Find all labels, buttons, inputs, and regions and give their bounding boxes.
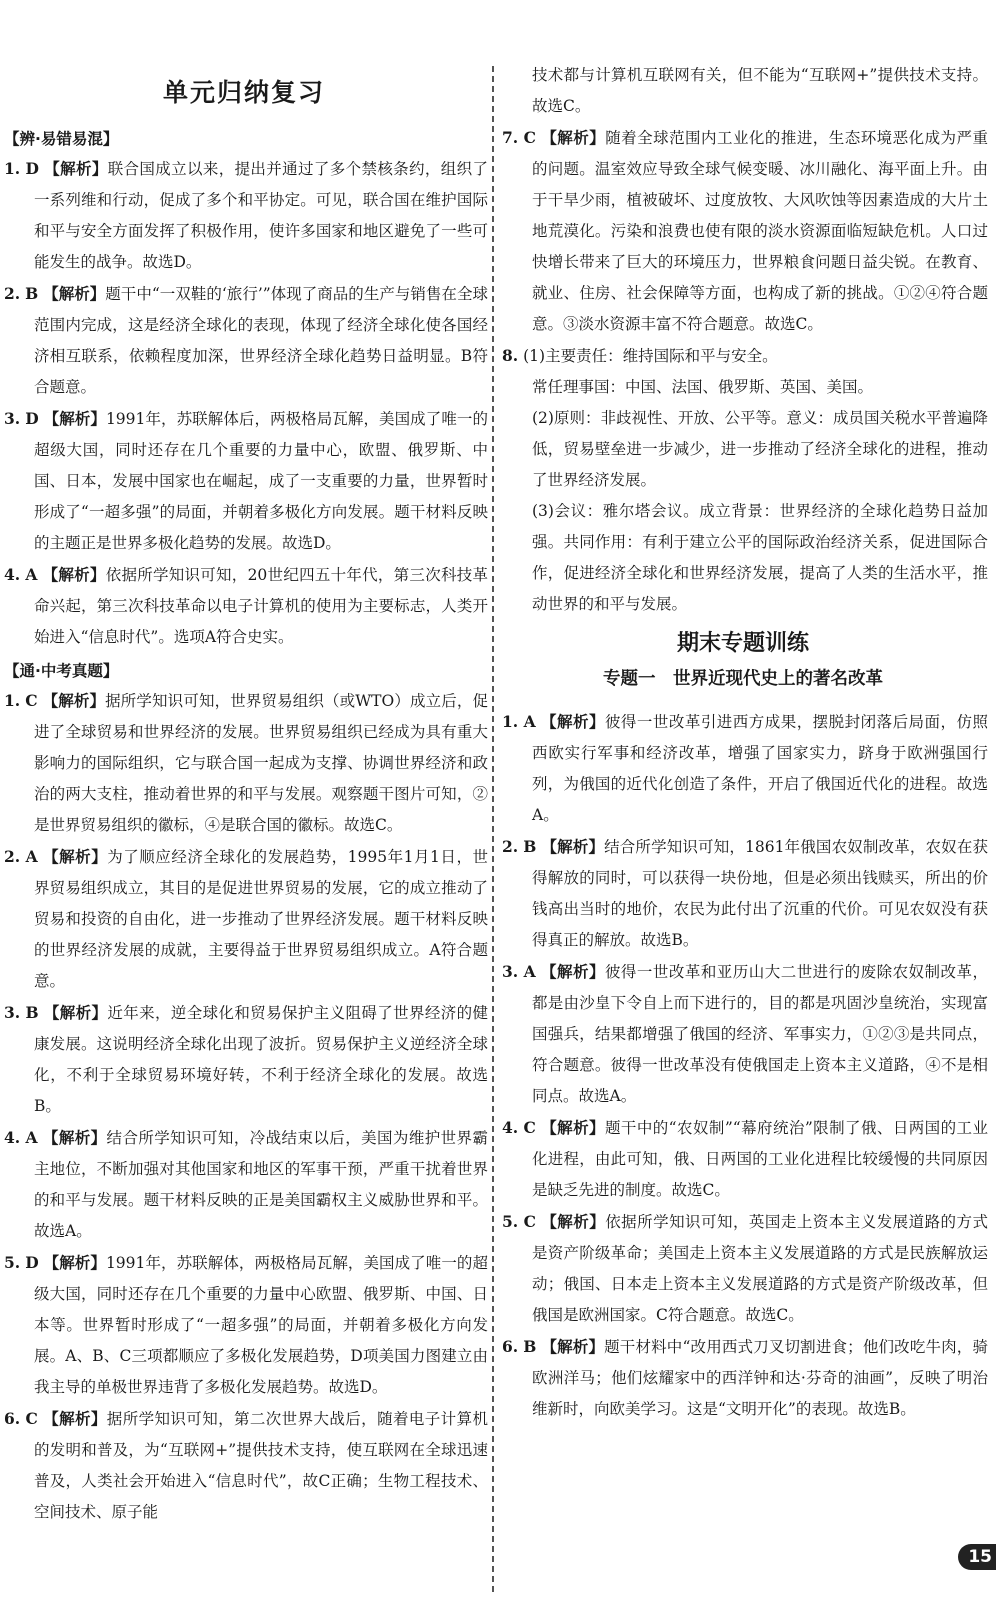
section2-list bbox=[0, 685, 488, 1528]
item-number: 2. bbox=[4, 847, 21, 866]
answer-letter: A bbox=[25, 847, 38, 866]
item8-line3: (2)原则：非歧视性、开放、公平等。意义：成员国关税水平普遍降低，贸易壁垒进一步减少，进一步推动了经济全球化的进程，推动了世界经济发展。 bbox=[532, 409, 988, 489]
analysis-text: 结合所学知识可知，1861年俄国农奴制改革，农奴在获得解放的同时，可以获得一块份地，但是必须出钱赎买，所出的价钱高出当时的地价，农民为此付出了沉重的代价。可见农奴没有获得真正的解放。故选B。 bbox=[532, 838, 988, 949]
answer-item bbox=[0, 559, 488, 653]
analysis-text: 彼得一世改革引进西方成果，摆脱封闭落后局面，仿照西欧实行军事和经济改革，增强了国家实力，跻身于欧洲强国行列，为俄国的近代化创造了条件，开启了俄国近代化的进程。故选A。 bbox=[532, 713, 988, 824]
analysis-text: 据所学知识可知，第二次世界大战后，随着电子计算机的发明和普及，为“互联网+”提供技术支持，使互联网在全球迅速普及，人类社会开始进入“信息时代”，故C正确；生物工程技术、空间技术、原子能 bbox=[34, 1410, 488, 1521]
section-heading-exam: 【通·中考真题】 bbox=[4, 662, 119, 680]
answer-item bbox=[0, 841, 488, 997]
analysis-tag: 【解析】 bbox=[541, 963, 605, 981]
item-number: 2. bbox=[502, 837, 519, 856]
continuation-text: 技术都与计算机互联网有关，但不能为“互联网+”提供技术支持。故选C。 bbox=[532, 66, 988, 115]
analysis-tag: 【解析】 bbox=[43, 1254, 106, 1272]
item-number: 7. bbox=[502, 128, 519, 147]
item-number: 1. bbox=[4, 691, 21, 710]
analysis-text: 结合所学知识可知，冷战结束以后，美国为维护世界霸主地位，不断加强对其他国家和地区的军事干预，严重干扰着世界的和平与发展。题干材料反映的正是美国霸权主义威胁世界和平。故选A。 bbox=[34, 1129, 488, 1240]
analysis-tag: 【解析】 bbox=[42, 566, 106, 584]
left-column bbox=[0, 0, 488, 1528]
answer-item bbox=[0, 997, 488, 1122]
section-sub-title: 专题一 世界近现代史上的著名改革 bbox=[603, 669, 883, 689]
answer-item bbox=[0, 1122, 488, 1247]
analysis-tag: 【解析】 bbox=[43, 1004, 108, 1022]
analysis-tag: 【解析】 bbox=[43, 1410, 107, 1428]
answer-letter: D bbox=[25, 159, 39, 178]
analysis-tag: 【解析】 bbox=[541, 1119, 605, 1137]
answer-letter: A bbox=[25, 565, 38, 584]
item8-line4: (3)会议：雅尔塔会议。成立背景：世界经济的全球化趋势日益加强。共同作用：有利于建立公平的国际政治经济关系，促进国际合作，促进经济全球化和世界经济发展，提高了人类的生活水平，推动世界的和平与发展。 bbox=[532, 502, 988, 613]
answer-item bbox=[498, 1112, 988, 1206]
answer-letter: C bbox=[25, 1409, 38, 1428]
page-number: 15 bbox=[958, 1544, 996, 1570]
analysis-text: 近年来，逆全球化和贸易保护主义阻碍了世界经济的健康发展。这说明经济全球化出现了波折。贸易保护主义逆经济全球化，不利于全球贸易环境好转，不利于经济全球化的发展。故选B。 bbox=[34, 1004, 488, 1115]
item8-line1: (1)主要责任：维持国际和平与安全。 bbox=[523, 347, 778, 365]
answer-item-8 bbox=[498, 340, 988, 372]
analysis-tag: 【解析】 bbox=[541, 129, 606, 147]
column-divider bbox=[492, 66, 494, 1592]
item-number: 6. bbox=[4, 1409, 21, 1428]
answer-letter: C bbox=[523, 1118, 536, 1137]
item-number: 4. bbox=[502, 1118, 519, 1137]
item-number: 3. bbox=[4, 1003, 21, 1022]
answer-letter: B bbox=[25, 284, 39, 303]
item-number: 5. bbox=[4, 1253, 21, 1272]
analysis-text: 1991年，苏联解体后，两极格局瓦解，美国成了唯一的超级大国，同时还存在几个重要的力量中心，欧盟、俄罗斯、中国、日本，发展中国家也在崛起，成了一支重要的力量，世界暂时形成了“一超多强”的局面，并朝着多极化方向发展。题干材料反映的主题正是世界多极化趋势的发展。故选D。 bbox=[34, 410, 488, 552]
answer-letter: C bbox=[523, 1212, 536, 1231]
answer-letter: D bbox=[25, 1253, 39, 1272]
analysis-tag: 【解析】 bbox=[43, 410, 106, 428]
answer-item bbox=[498, 831, 988, 956]
analysis-tag: 【解析】 bbox=[44, 160, 108, 178]
answer-letter: B bbox=[523, 837, 537, 856]
answer-letter: A bbox=[25, 1128, 38, 1147]
page-title: 单元归纳复习 bbox=[162, 78, 325, 107]
analysis-text: 据所学知识可知，世界贸易组织（或WTO）成立后，促进了全球贸易和世界经济的发展。世界贸易组织已经成为具有重大影响力的国际组织，它与联合国一起成为支撑、协调世界经济和政治的两大支柱，推动着世界的和平与发展。观察题干图片可知，②是世界贸易组织的徽标，④是联合国的徽标。故选C。 bbox=[34, 692, 488, 834]
section-big-title: 期末专题训练 bbox=[676, 631, 809, 656]
answer-item bbox=[0, 403, 488, 559]
topic-list bbox=[498, 706, 988, 1425]
answer-letter: B bbox=[25, 1003, 39, 1022]
item-number: 1. bbox=[4, 159, 21, 178]
analysis-text: 1991年，苏联解体，两极格局瓦解，美国成了唯一的超级大国，同时还存在几个重要的力量中心欧盟、俄罗斯、中国、日本等。世界暂时形成了“一超多强”的局面，并朝着多极化方向发展。A、B、C三项都顺应了多极化发展趋势，D项美国力图建立由我主导的单极世界违背了多极化发展趋势。故选D。 bbox=[34, 1254, 488, 1396]
answer-item bbox=[498, 122, 988, 340]
right-column bbox=[498, 0, 988, 1425]
right-list bbox=[498, 122, 988, 340]
item-number: 3. bbox=[4, 409, 21, 428]
analysis-tag: 【解析】 bbox=[42, 692, 106, 710]
analysis-tag: 【解析】 bbox=[541, 838, 605, 856]
item-number: 8. bbox=[502, 346, 519, 365]
item-number: 2. bbox=[4, 284, 21, 303]
item-number: 1. bbox=[502, 712, 519, 731]
answer-item bbox=[0, 278, 488, 403]
analysis-tag: 【解析】 bbox=[541, 713, 605, 731]
analysis-text: 题干中“一双鞋的‘旅行’”体现了商品的生产与销售在全球范围内完成，这是经济全球化的表现，体现了经济全球化使各国经济相互联系，依赖程度加深，世界经济全球化趋势日益明显。B符合题意。 bbox=[34, 285, 488, 396]
item-number: 5. bbox=[502, 1212, 519, 1231]
analysis-text: 题干材料中“改用西式刀叉切割进食；他们改吃牛肉，骑欧洲洋马；他们炫耀家中的西洋钟和达·芬奇的油画”，反映了明治维新时，向欧美学习。这是“文明开化”的表现。故选B。 bbox=[532, 1338, 988, 1418]
answer-item bbox=[0, 153, 488, 278]
answer-letter: C bbox=[523, 128, 536, 147]
item8-line2: 常任理事国：中国、法国、俄罗斯、英国、美国。 bbox=[532, 378, 874, 396]
answer-letter: D bbox=[25, 409, 39, 428]
section1-list bbox=[0, 153, 488, 653]
answer-item bbox=[0, 685, 488, 841]
analysis-tag: 【解析】 bbox=[541, 1213, 606, 1231]
answer-item bbox=[498, 1331, 988, 1425]
analysis-text: 依据所学知识可知，20世纪四五十年代，第三次科技革命兴起，第三次科技革命以电子计算机的使用为主要标志，人类开始进入“信息时代”。选项A符合史实。 bbox=[34, 566, 488, 646]
answer-letter: C bbox=[25, 691, 38, 710]
analysis-text: 彼得一世改革和亚历山大二世进行的废除农奴制改革，都是由沙皇下令自上而下进行的，目的都是巩固沙皇统治，实现富国强兵，结果都增强了俄国的经济、军事实力，①②③是共同点，符合题意。彼得一世改革没有使俄国走上资本主义道路，④不是相同点。故选A。 bbox=[532, 963, 988, 1105]
item-number: 3. bbox=[502, 962, 519, 981]
analysis-text: 依据所学知识可知，英国走上资本主义发展道路的方式是资产阶级革命；美国走上资本主义发展道路的方式是民族解放运动；俄国、日本走上资本主义发展道路的方式是资产阶级改革，但俄国是欧洲国家。C符合题意。故选C。 bbox=[532, 1213, 988, 1324]
answer-item bbox=[498, 956, 988, 1112]
analysis-tag: 【解析】 bbox=[43, 848, 108, 866]
section-heading-confusion: 【辨·易错易混】 bbox=[4, 130, 119, 148]
analysis-tag: 【解析】 bbox=[541, 1338, 605, 1356]
item-number: 4. bbox=[4, 565, 21, 584]
analysis-text: 题干中的“农奴制”“幕府统治”限制了俄、日两国的工业化进程，由此可知，俄、日两国的工业化进程比较缓慢的共同原因是缺乏先进的制度。故选C。 bbox=[532, 1119, 988, 1199]
analysis-text: 联合国成立以来，提出并通过了多个禁核条约，组织了一系列维和行动，促成了多个和平协定。可见，联合国在维护国际和平与安全方面发挥了积极作用，使许多国家和地区避免了一些可能发生的战争。故选D。 bbox=[34, 160, 488, 271]
analysis-tag: 【解析】 bbox=[43, 285, 106, 303]
answer-item bbox=[0, 1247, 488, 1403]
item-number: 4. bbox=[4, 1128, 21, 1147]
answer-item bbox=[498, 706, 988, 831]
answer-letter: A bbox=[523, 712, 536, 731]
answer-letter: A bbox=[523, 962, 536, 981]
answer-item bbox=[498, 1206, 988, 1331]
answer-letter: B bbox=[523, 1337, 537, 1356]
item-number: 6. bbox=[502, 1337, 519, 1356]
analysis-tag: 【解析】 bbox=[42, 1129, 107, 1147]
analysis-text: 随着全球范围内工业化的推进，生态环境恶化成为严重的问题。温室效应导致全球气候变暖、冰川融化、海平面上升。由于干旱少雨，植被破坏、过度放牧、大风吹蚀等因素造成的大片土地荒漠化。污染和浪费也使有限的淡水资源面临短缺危机。人口过快增长带来了巨大的环境压力，世界粮食问题日益尖锐。在教育、就业、住房、社会保障等方面，也构成了新的挑战。①②④符合题意。③淡水资源丰富不符合题意。故选C。 bbox=[532, 129, 988, 333]
analysis-text: 为了顺应经济全球化的发展趋势，1995年1月1日，世界贸易组织成立，其目的是促进世界贸易的发展，它的成立推动了贸易和投资的自由化，进一步推动了世界经济发展。题干材料反映的世界经济发展的成就，主要得益于世界贸易组织成立。A符合题意。 bbox=[34, 848, 488, 990]
answer-item bbox=[0, 1403, 488, 1528]
